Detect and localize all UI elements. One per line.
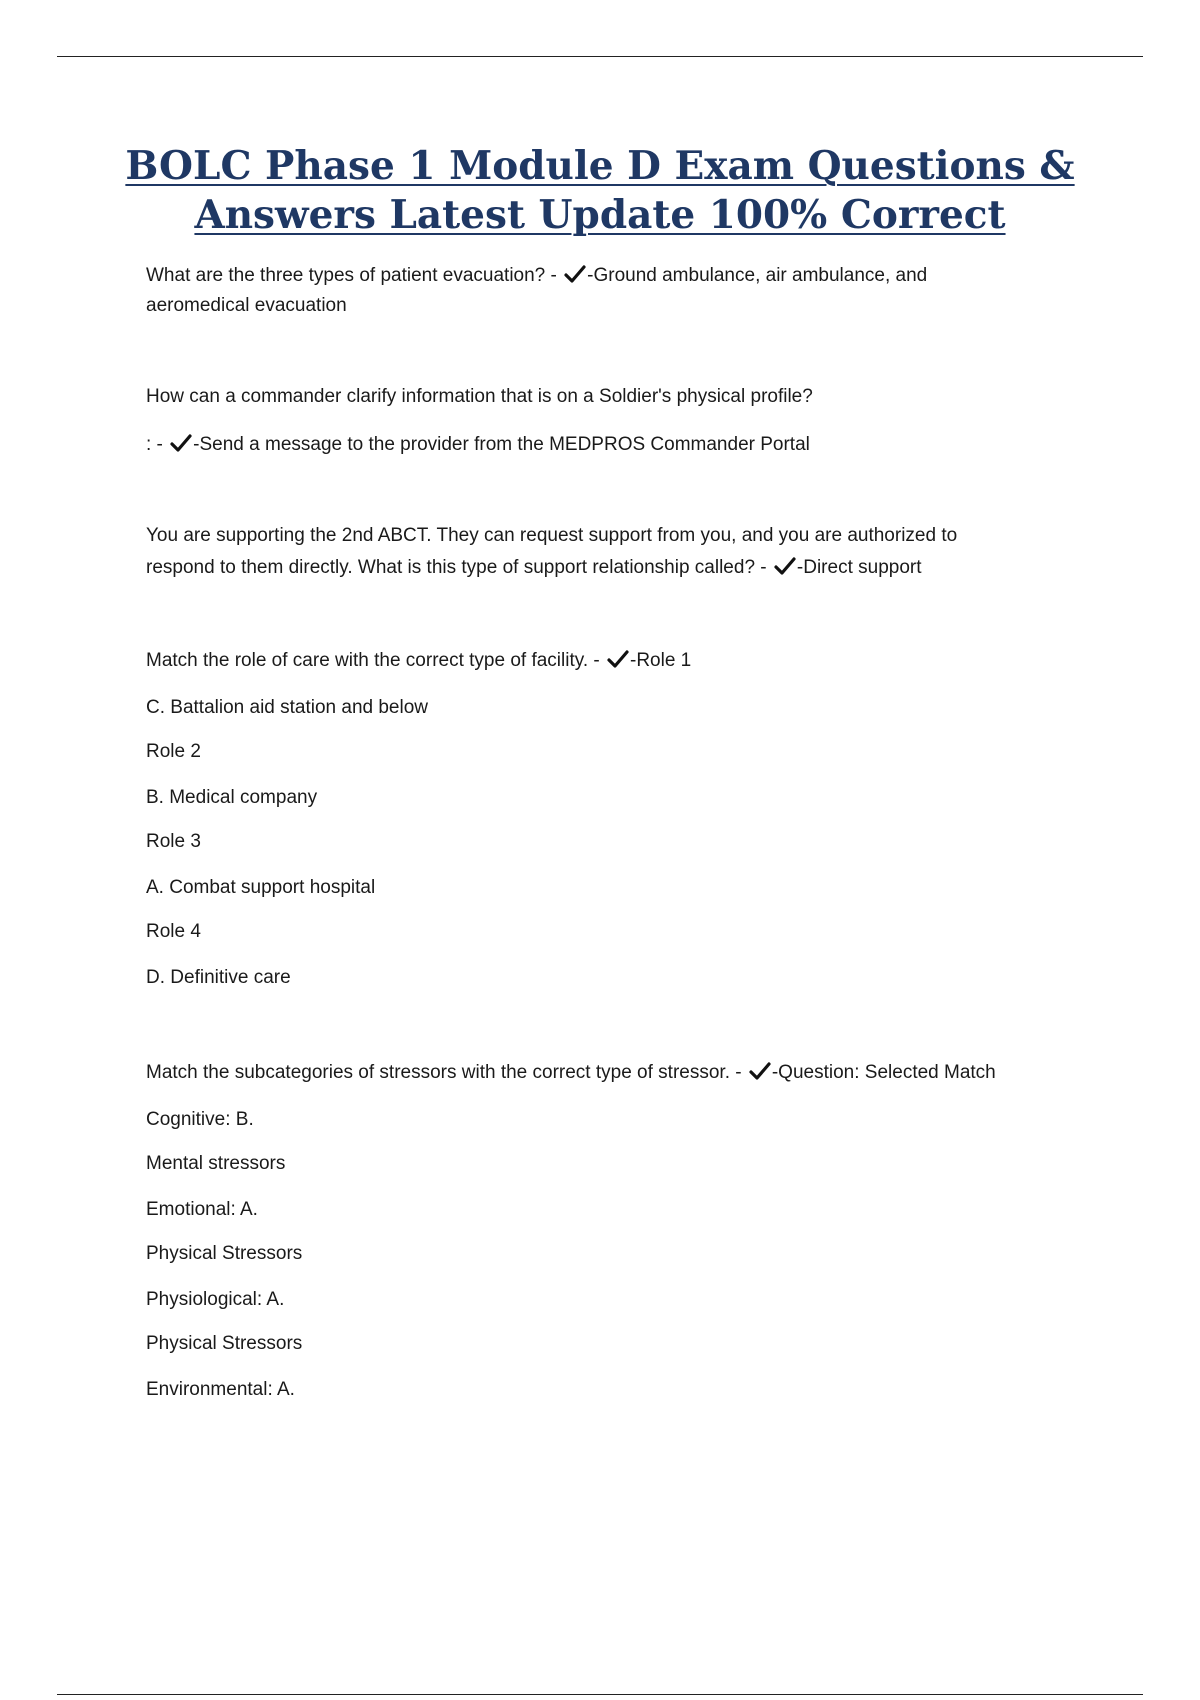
q4-item: A. Combat support hospital (146, 877, 376, 898)
checkmark-icon (774, 557, 796, 575)
q3-line-2 (146, 556, 922, 580)
checkmark-icon (170, 434, 192, 452)
q1-answer-continued: aeromedical evacuation (146, 295, 347, 316)
q5-item: Physical Stressors (146, 1243, 303, 1264)
checkmark-icon (607, 650, 629, 668)
q5-item: Physiological: A. (146, 1289, 285, 1310)
q5-item: Mental stressors (146, 1153, 286, 1174)
q4-item: Role 3 (146, 831, 201, 852)
q2-answer-line (146, 433, 810, 457)
q1-line (146, 264, 927, 288)
document-title (0, 142, 1200, 240)
q5-answer: -Question: Selected Match (771, 1062, 996, 1083)
q4-item: C. Battalion aid station and below (146, 697, 429, 718)
title-line-1: BOLC Phase 1 Module D Exam Questions & (125, 143, 1075, 189)
q1-answer-line-1: -Ground ambulance, air ambulance, and (587, 265, 928, 286)
q4-item: D. Definitive care (146, 967, 291, 988)
header-rule (57, 56, 1143, 57)
q3-answer: -Direct support (796, 557, 922, 578)
q5-item: Environmental: A. (146, 1379, 295, 1400)
q3-question-line-1: You are supporting the 2nd ABCT. They can request support from you, and you are authorized to (146, 525, 958, 546)
q4-question: Match the role of care with the correct type of facility. - (146, 650, 605, 671)
q5-question: Match the subcategories of stressors with the correct type of stressor. - (146, 1062, 747, 1083)
q2-answer: -Send a message to the provider from the MEDPROS Commander Portal (193, 434, 810, 455)
q2-question: How can a commander clarify information that is on a Soldier's physical profile? (146, 386, 813, 407)
q4-item: Role 2 (146, 741, 201, 762)
q2-prefix: : - (146, 434, 169, 455)
q4-answer: -Role 1 (630, 650, 692, 671)
q4-line (146, 649, 691, 673)
q4-item: Role 4 (146, 921, 201, 942)
q5-line (146, 1061, 996, 1085)
checkmark-icon (564, 265, 586, 283)
q4-item: B. Medical company (146, 787, 318, 808)
q5-item: Cognitive: B. (146, 1109, 254, 1130)
footer-rule (57, 1694, 1143, 1695)
q3-question-line-2: respond to them directly. What is this type of support relationship called? - (146, 557, 772, 578)
q5-item: Emotional: A. (146, 1199, 258, 1220)
q5-item: Physical Stressors (146, 1333, 303, 1354)
title-line-2: Answers Latest Update 100% Correct (194, 192, 1006, 238)
checkmark-icon (749, 1062, 771, 1080)
q1-question: What are the three types of patient evacuation? - (146, 265, 563, 286)
